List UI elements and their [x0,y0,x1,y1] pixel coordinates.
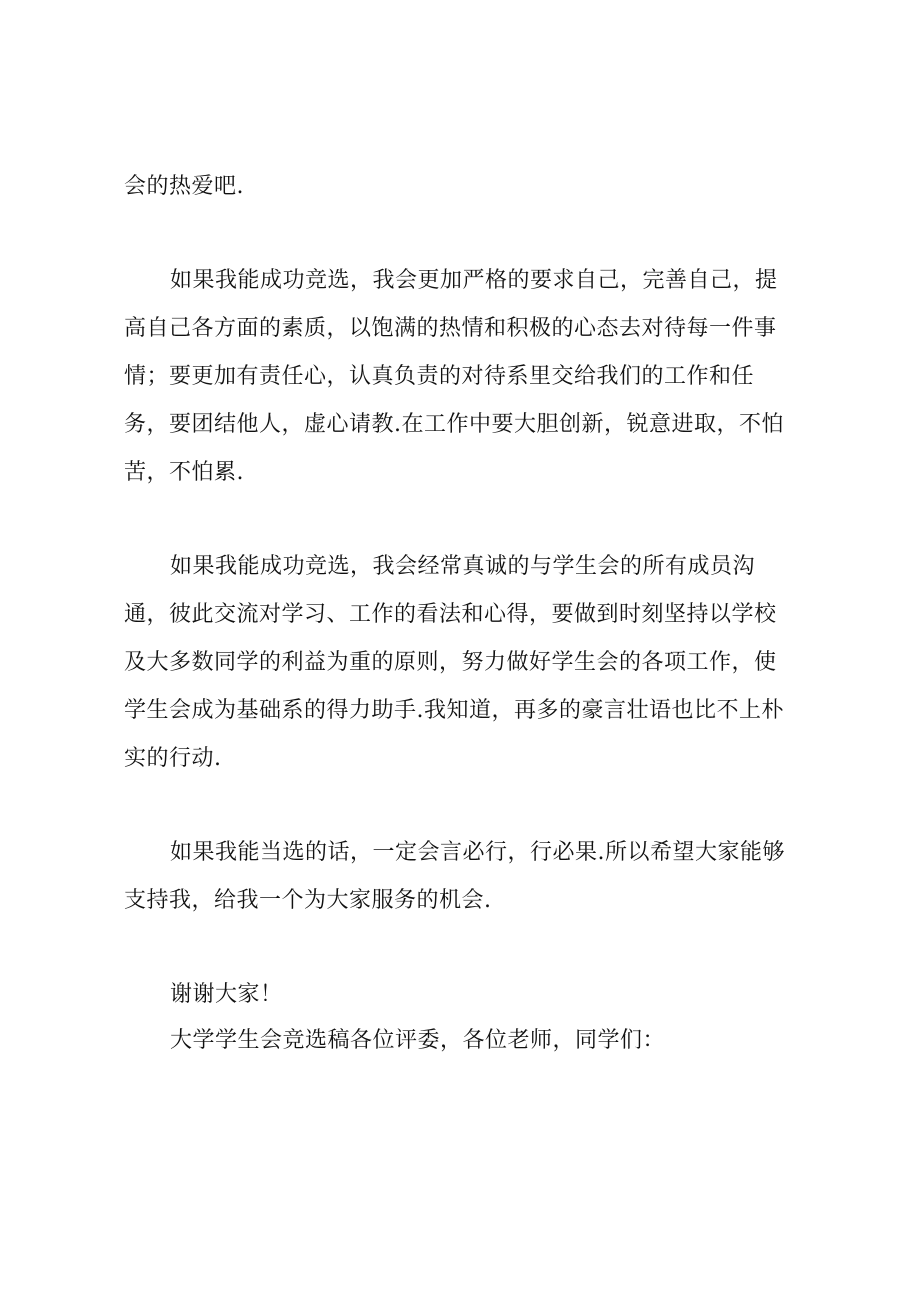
paragraph-1-line-2: 高自己各方面的素质，以饱满的热情和积极的心态去对待每一件事 [124,316,777,341]
paragraph-1-line-5: 苦，不怕累. [124,460,244,485]
text-line: 会的热爱吧. [124,174,244,199]
thanks-line: 谢谢大家！ [170,982,283,1007]
paragraph-3-line-1: 如果我能当选的话，一定会言必行，行必果.所以希望大家能够 [170,840,785,865]
paragraph-3-line-2: 支持我，给我一个为大家服务的机会. [124,888,492,913]
paragraph-1-line-3: 情；要更加有责任心，认真负责的对待系里交给我们的工作和任 [124,364,755,389]
paragraph-1-line-4: 务，要团结他人，虚心请教.在工作中要大胆创新，锐意进取，不怕 [124,412,784,437]
paragraph-2-line-4: 学生会成为基础系的得力助手.我知道，再多的豪言壮语也比不上朴 [124,698,784,723]
title-line: 大学学生会竞选稿各位评委，各位老师，同学们： [170,1028,666,1053]
paragraph-2-line-1: 如果我能成功竞选，我会经常真诚的与学生会的所有成员沟 [170,554,756,579]
paragraph-1-line-1: 如果我能成功竞选，我会更加严格的要求自己，完善自己，提 [170,268,778,293]
paragraph-2-line-2: 通，彼此交流对学习、工作的看法和心得，要做到时刻坚持以学校 [124,602,777,627]
paragraph-2-line-5: 实的行动. [124,746,222,771]
paragraph-2-line-3: 及大多数同学的利益为重的原则，努力做好学生会的各项工作，使 [124,650,777,675]
